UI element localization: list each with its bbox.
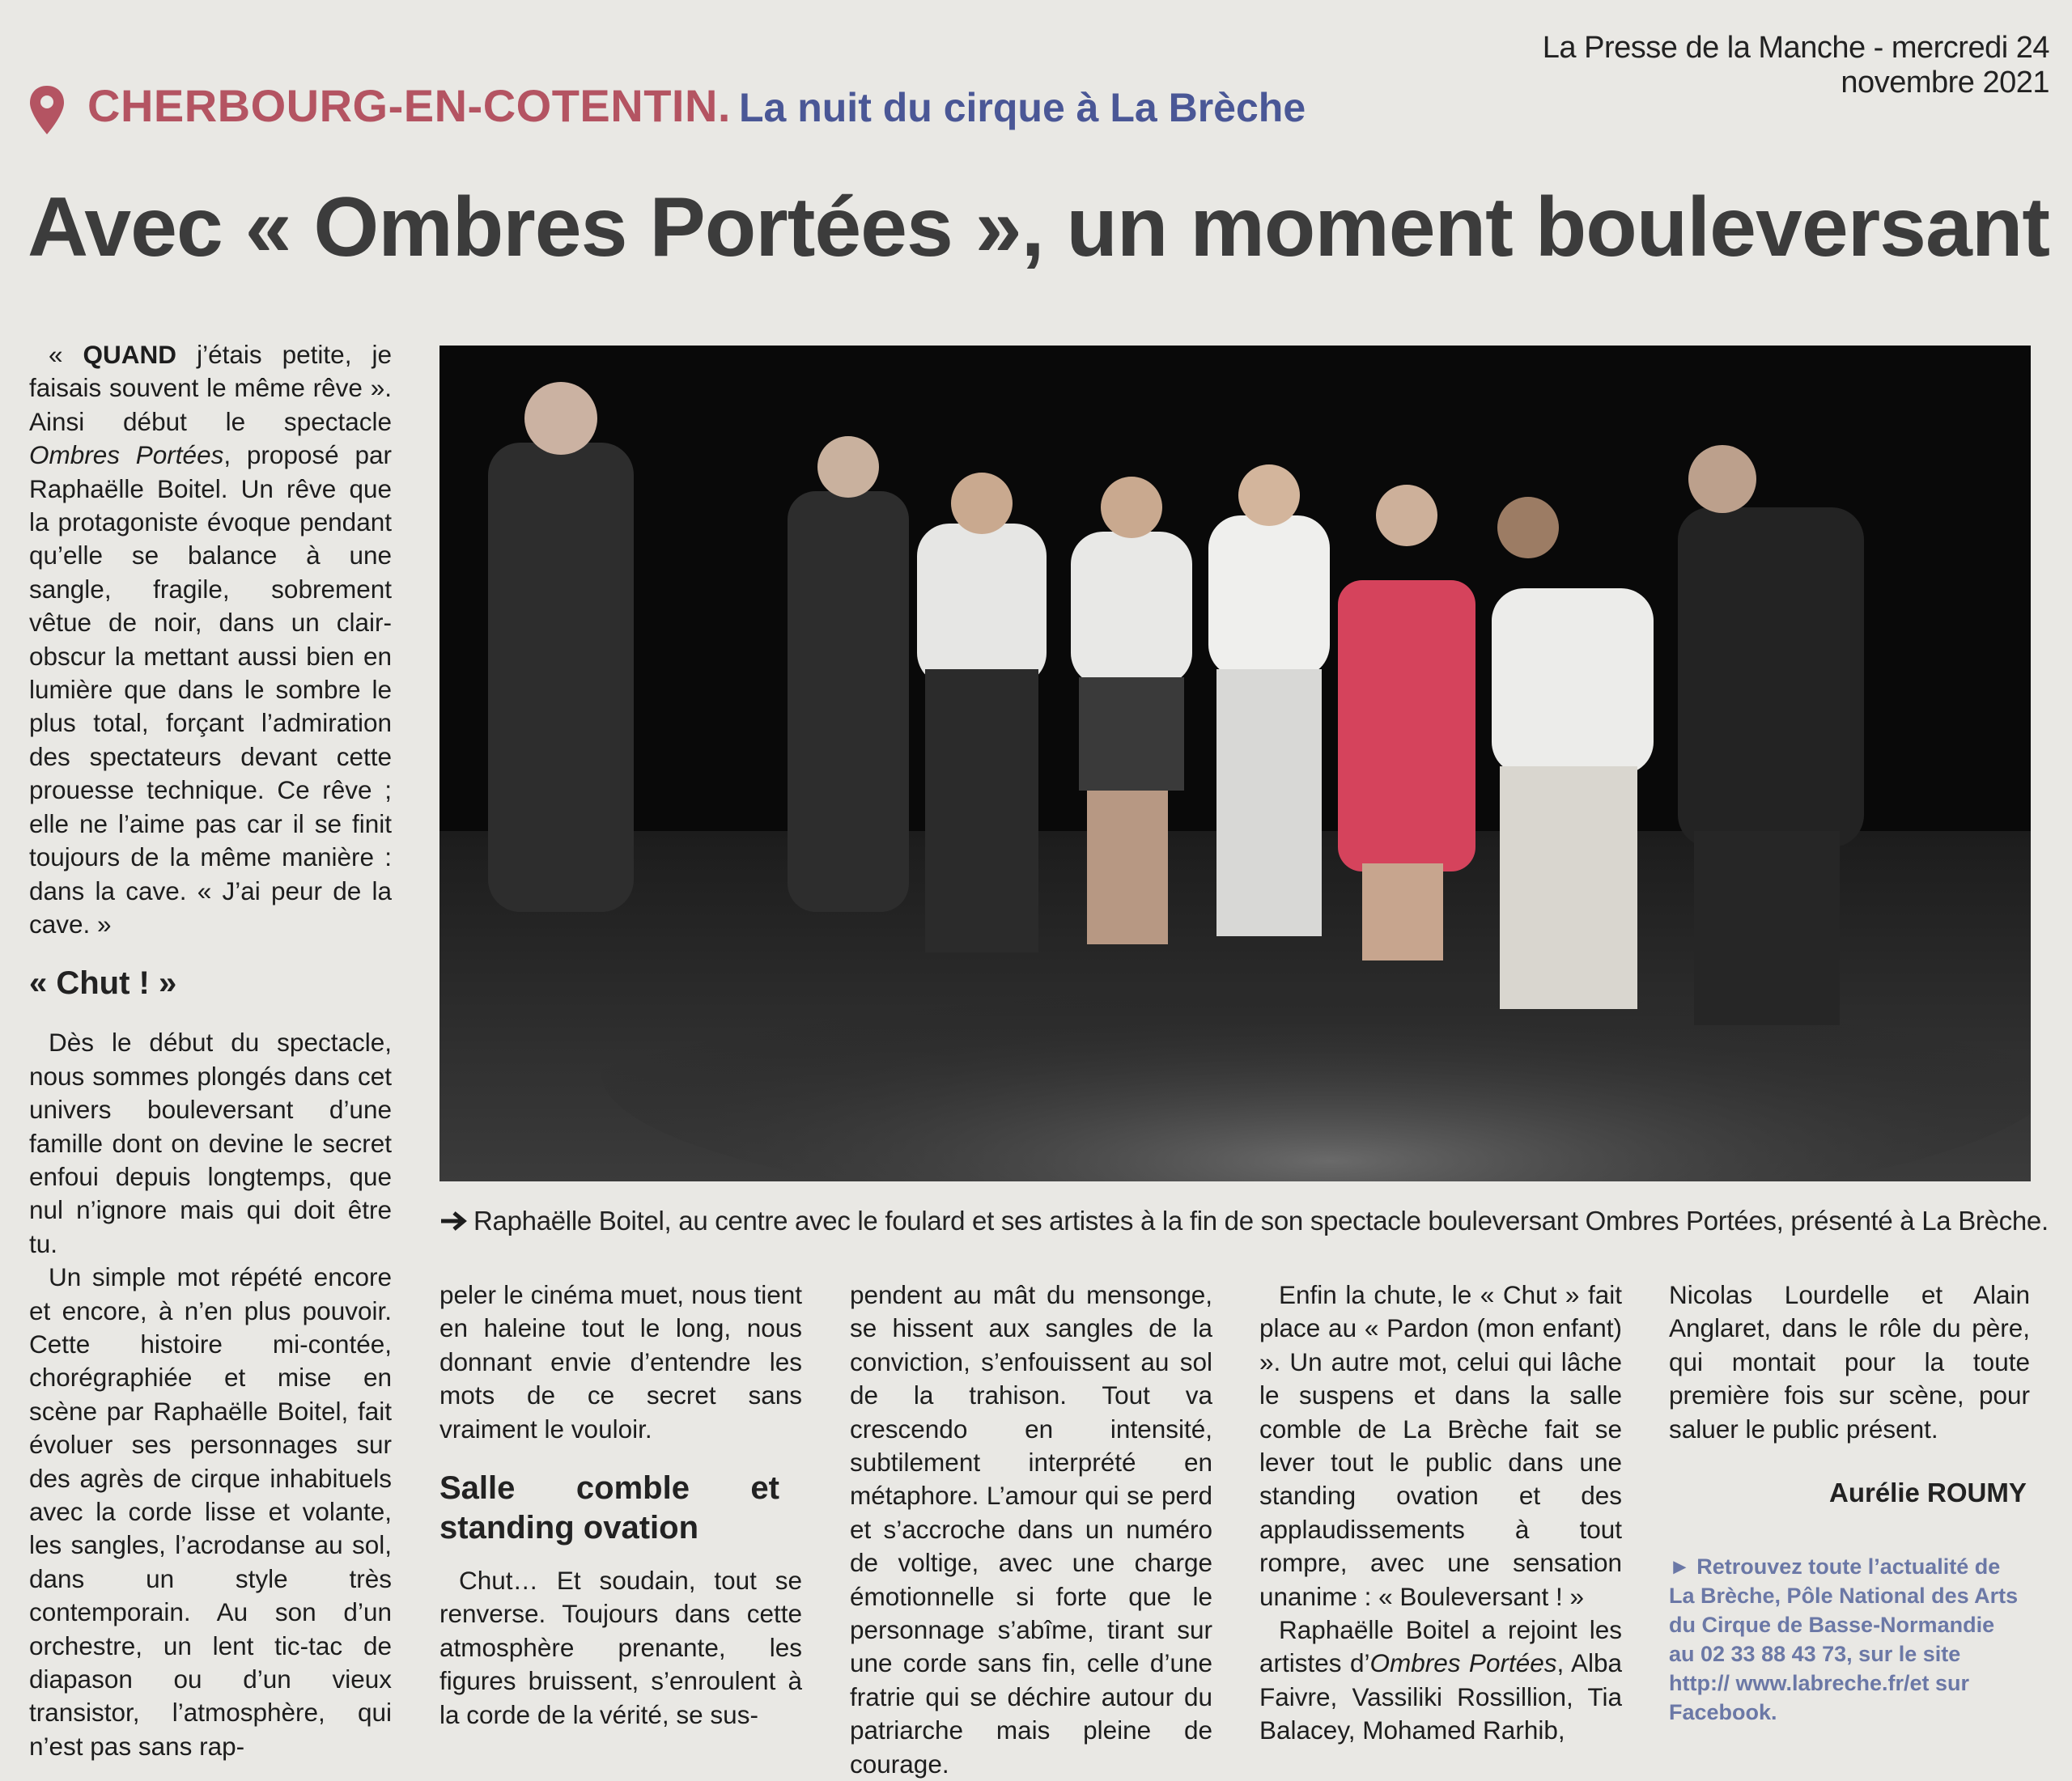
body-paragraph: Un simple mot répété encore et encore, à n’en plus pouvoir. Cette histoire mi-contée, chorégraphiée et mise en scène par Raphaëlle Boitel, fait évoluer ses personnages sur des agrès de cirque inhabituels avec la corde lisse et volante, les sangles, l’acrodanse au sol, dans un style très contemporain. Au son d’un orchestre, un lent tic-tac de diapason ou d’un vieux transistor, l’atmosphère, qui n’est pas sans rap- (29, 1262, 392, 1761)
intro-lead-word: QUAND (83, 340, 177, 369)
kicker (87, 79, 1306, 132)
photo-caption (439, 1206, 2049, 1236)
arrow-right-icon (439, 1210, 467, 1232)
map-pin-icon (28, 84, 66, 136)
section-heading-chut: « Chut ! » (29, 965, 177, 1002)
intro-quote: « (49, 340, 83, 369)
body-paragraph: Nicolas Lourdelle et Alain Anglaret, dans le rôle du père, qui montait pour la toute première fois sur scène, pour saluer le public présent. (1669, 1280, 2030, 1444)
intro-paragraph (29, 338, 392, 941)
credits-text-end: , Alba Faivre, Vassiliki Rossillion, Tia Balacey, Mohamed Rarhib, (1259, 1648, 1622, 1745)
article-column-5 (1669, 1279, 2030, 1446)
body-paragraph: Dès le début du spectacle, nous sommes plongés dans cet univers bouleversant d’une famille dont on devine le secret enfoui depuis longtemps, que nul n’ignore mais qui doit être tu. (29, 1028, 392, 1258)
intro-text-end: , proposé par Raphaëlle Boitel. Un rêve que la protagoniste évoque pendant qu’elle se balance à une sangle, fragile, sobrement vêtue de noir, dans un clair-obscur la mettant aussi bien en lumière que dans le sombre le plus total, forçant l’admiration des spectateurs devant cette prouesse technique. Ce rêve ; elle ne l’aime pas car il se finit toujours de la même manière : dans la cave. « J’ai peur de la cave. » (29, 440, 392, 939)
kicker-subtitle: La nuit du cirque à La Brèche (738, 85, 1306, 130)
body-paragraph: Enfin la chute, le « Chut » fait place au « Pardon (mon enfant) ». Un autre mot, celui qui lâche le suspens et dans la salle comble de La Brèche fait se lever tout le public dans une standing ovation et des applaudissements à tout rompre, avec une sensation unanime : « Bouleversant ! » (1259, 1280, 1622, 1611)
body-paragraph: Chut… Et soudain, tout se renverse. Toujours dans cette atmosphère prenante, les figures bruissent, s’enroulent à la corde de la vérité, se sus- (439, 1566, 802, 1729)
article-column-3 (850, 1279, 1212, 1781)
intro-text: j’étais petite, je faisais souvent le même rêve ». Ainsi début le spectacle (29, 340, 392, 436)
kicker-location: CHERBOURG-EN-COTENTIN. (87, 80, 731, 131)
headline: Avec « Ombres Portées », un moment bouleversant (28, 180, 2050, 274)
body-paragraph (1259, 1614, 1622, 1748)
intro-title: Ombres Portées (29, 440, 224, 470)
section-heading-salle-comble: Salle comble et standing ovation (439, 1470, 779, 1546)
credits-text: Raphaëlle Boitel a rejoint les artistes d’ (1259, 1615, 1622, 1678)
stage-photo-image (439, 346, 2031, 1181)
author-byline: Aurélie ROUMY (1829, 1478, 2027, 1507)
promo-box: ► Retrouvez toute l’actualité de La Brèche, Pôle National des Arts du Cirque de Basse-Normandie au 02 33 88 43 73, sur le site http:// www.labreche.fr/et sur Facebook. (1669, 1554, 2019, 1724)
body-paragraph: pendent au mât du mensonge, se hissent aux sangles de la conviction, s’enfouissent au sol de la trahison. Tout va crescendo en intensité, subtilement interprété en métaphore. L’amour qui se perd et s’accroche dans un numéro de voltige, avec une charge émotionnelle si forte que le personnage s’abîme, tirant sur une corde sans fin, celle d’une fratrie qui se déchire autour du patriarche mais pleine de courage. (850, 1280, 1212, 1779)
masthead: La Presse de la Manche - mercredi 24 novembre 2021 (1542, 31, 2049, 100)
caption-text: Raphaëlle Boitel, au centre avec le foulard et ses artistes à la fin de son spectacle bouleversant Ombres Portées, présenté à La Brèche. (473, 1206, 2049, 1236)
article-column-4 (1259, 1279, 1622, 1748)
body-paragraph: peler le cinéma muet, nous tient en haleine tout le long, nous donnant envie d’entendre les mots de ce secret sans vraiment le vouloir. (439, 1280, 802, 1444)
credits-title: Ombres Portées (1369, 1648, 1557, 1678)
article-column-2 (439, 1279, 802, 1732)
stage-photo (439, 346, 2031, 1181)
article-column-1 (29, 338, 392, 1763)
